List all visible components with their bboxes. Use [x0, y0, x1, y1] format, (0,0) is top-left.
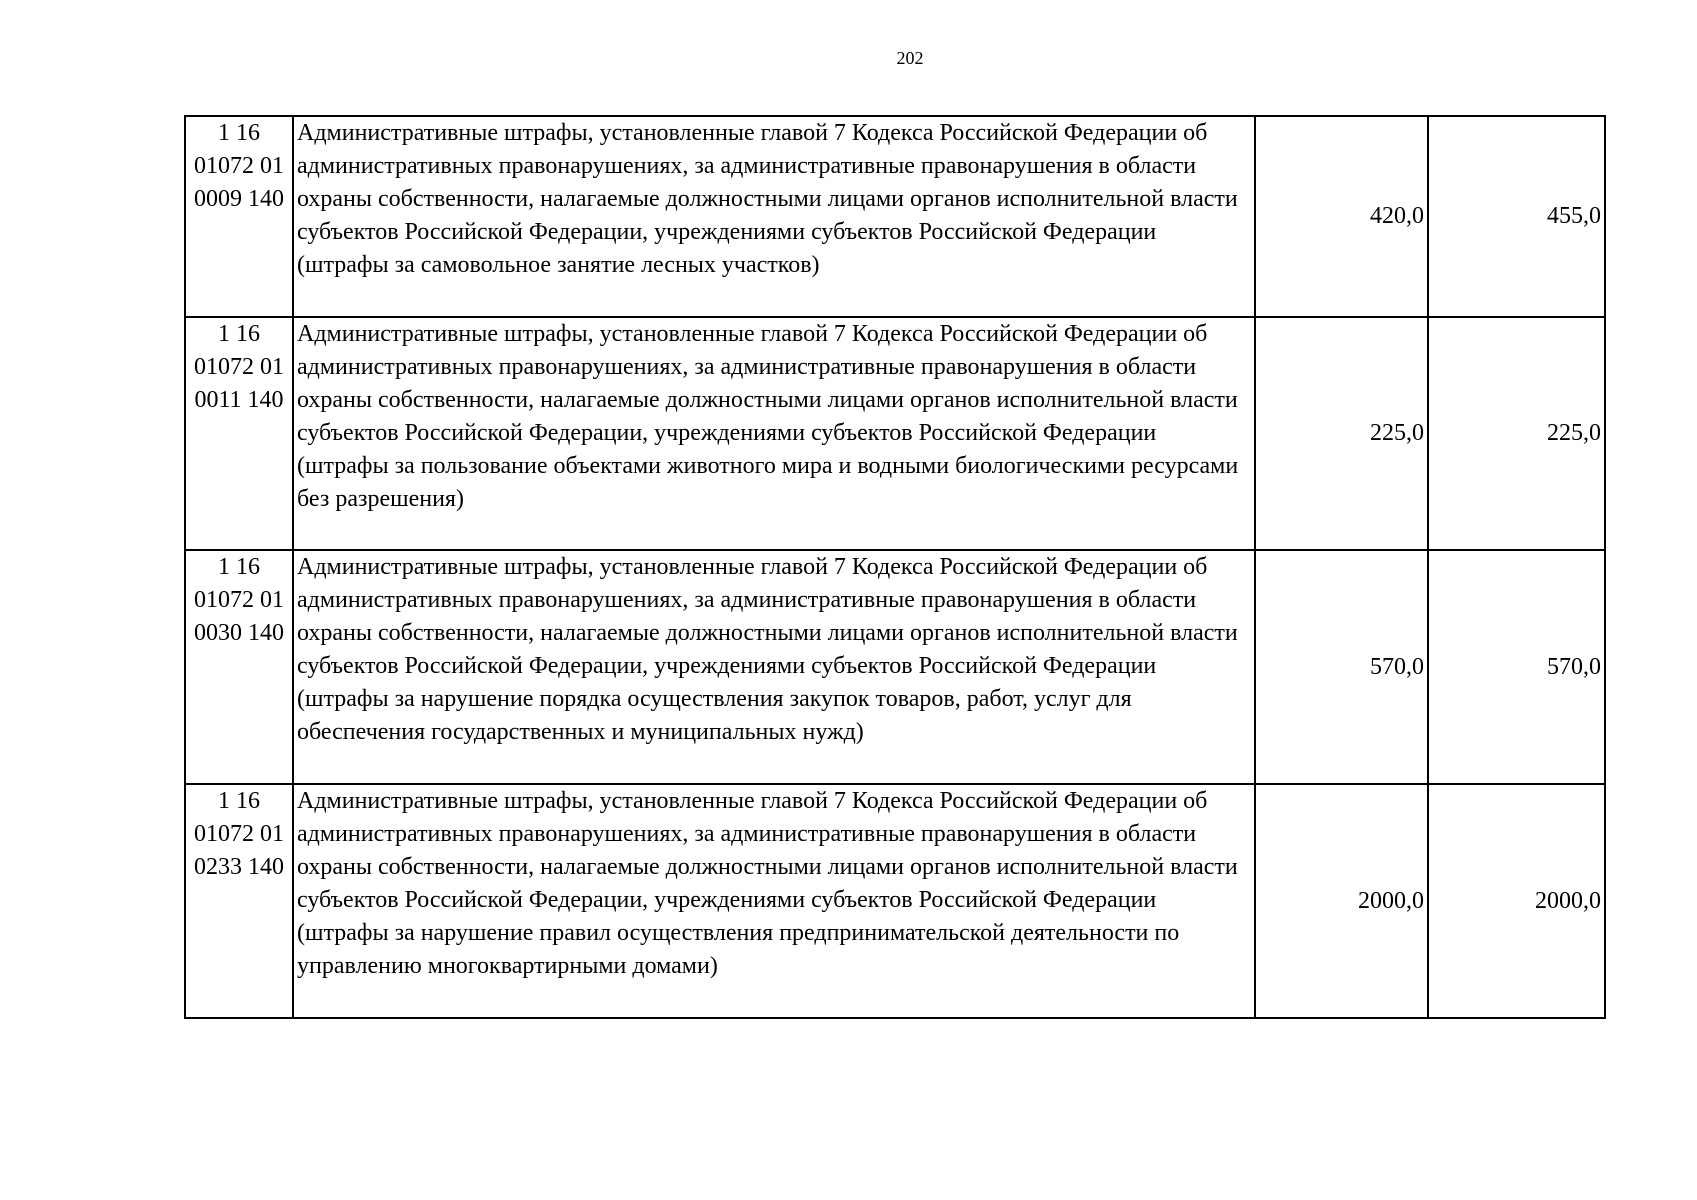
budget-code-cell: 1 16 01072 01 0011 140: [185, 317, 293, 550]
description-cell: Административные штрафы, установленные главой 7 Кодекса Российской Федерации об административных правонарушениях, за административные правонарушения в области охраны собственности, налагаемые должностными лицами органов исполнительной власти субъектов Российской Федерации, учреждениями субъектов Российской Федерации (штрафы за нарушение порядка осуществления закупок товаров, работ, услуг для обеспечения государственных и муниципальных нужд): [293, 550, 1255, 784]
amount-cell-2: 570,0: [1428, 550, 1605, 784]
description-cell: Административные штрафы, установленные главой 7 Кодекса Российской Федерации об административных правонарушениях, за административные правонарушения в области охраны собственности, налагаемые должностными лицами органов исполнительной власти субъектов Российской Федерации, учреждениями субъектов Российской Федерации (штрафы за пользование объектами животного мира и водными биологическими ресурсами без разрешения): [293, 317, 1255, 550]
page-number: 202: [896, 48, 924, 68]
amount-cell-1: 2000,0: [1255, 784, 1428, 1018]
amount-cell-2: 2000,0: [1428, 784, 1605, 1018]
budget-table: [184, 115, 1606, 1019]
budget-code-cell: 1 16 01072 01 0030 140: [185, 550, 293, 784]
amount-cell-2: 455,0: [1428, 116, 1605, 317]
table-row: [185, 116, 1605, 317]
budget-code-cell: 1 16 01072 01 0233 140: [185, 784, 293, 1018]
amount-cell-1: 420,0: [1255, 116, 1428, 317]
amount-cell-2: 225,0: [1428, 317, 1605, 550]
description-cell: Административные штрафы, установленные главой 7 Кодекса Российской Федерации об административных правонарушениях, за административные правонарушения в области охраны собственности, налагаемые должностными лицами органов исполнительной власти субъектов Российской Федерации, учреждениями субъектов Российской Федерации (штрафы за самовольное занятие лесных участков): [293, 116, 1255, 317]
table-row: [185, 784, 1605, 1018]
amount-cell-1: 225,0: [1255, 317, 1428, 550]
table-row: [185, 317, 1605, 550]
table-row: [185, 550, 1605, 784]
amount-cell-1: 570,0: [1255, 550, 1428, 784]
description-cell: Административные штрафы, установленные главой 7 Кодекса Российской Федерации об административных правонарушениях, за административные правонарушения в области охраны собственности, налагаемые должностными лицами органов исполнительной власти субъектов Российской Федерации, учреждениями субъектов Российской Федерации (штрафы за нарушение правил осуществления предпринимательской деятельности по управлению многоквартирными домами): [293, 784, 1255, 1018]
budget-code-cell: 1 16 01072 01 0009 140: [185, 116, 293, 317]
